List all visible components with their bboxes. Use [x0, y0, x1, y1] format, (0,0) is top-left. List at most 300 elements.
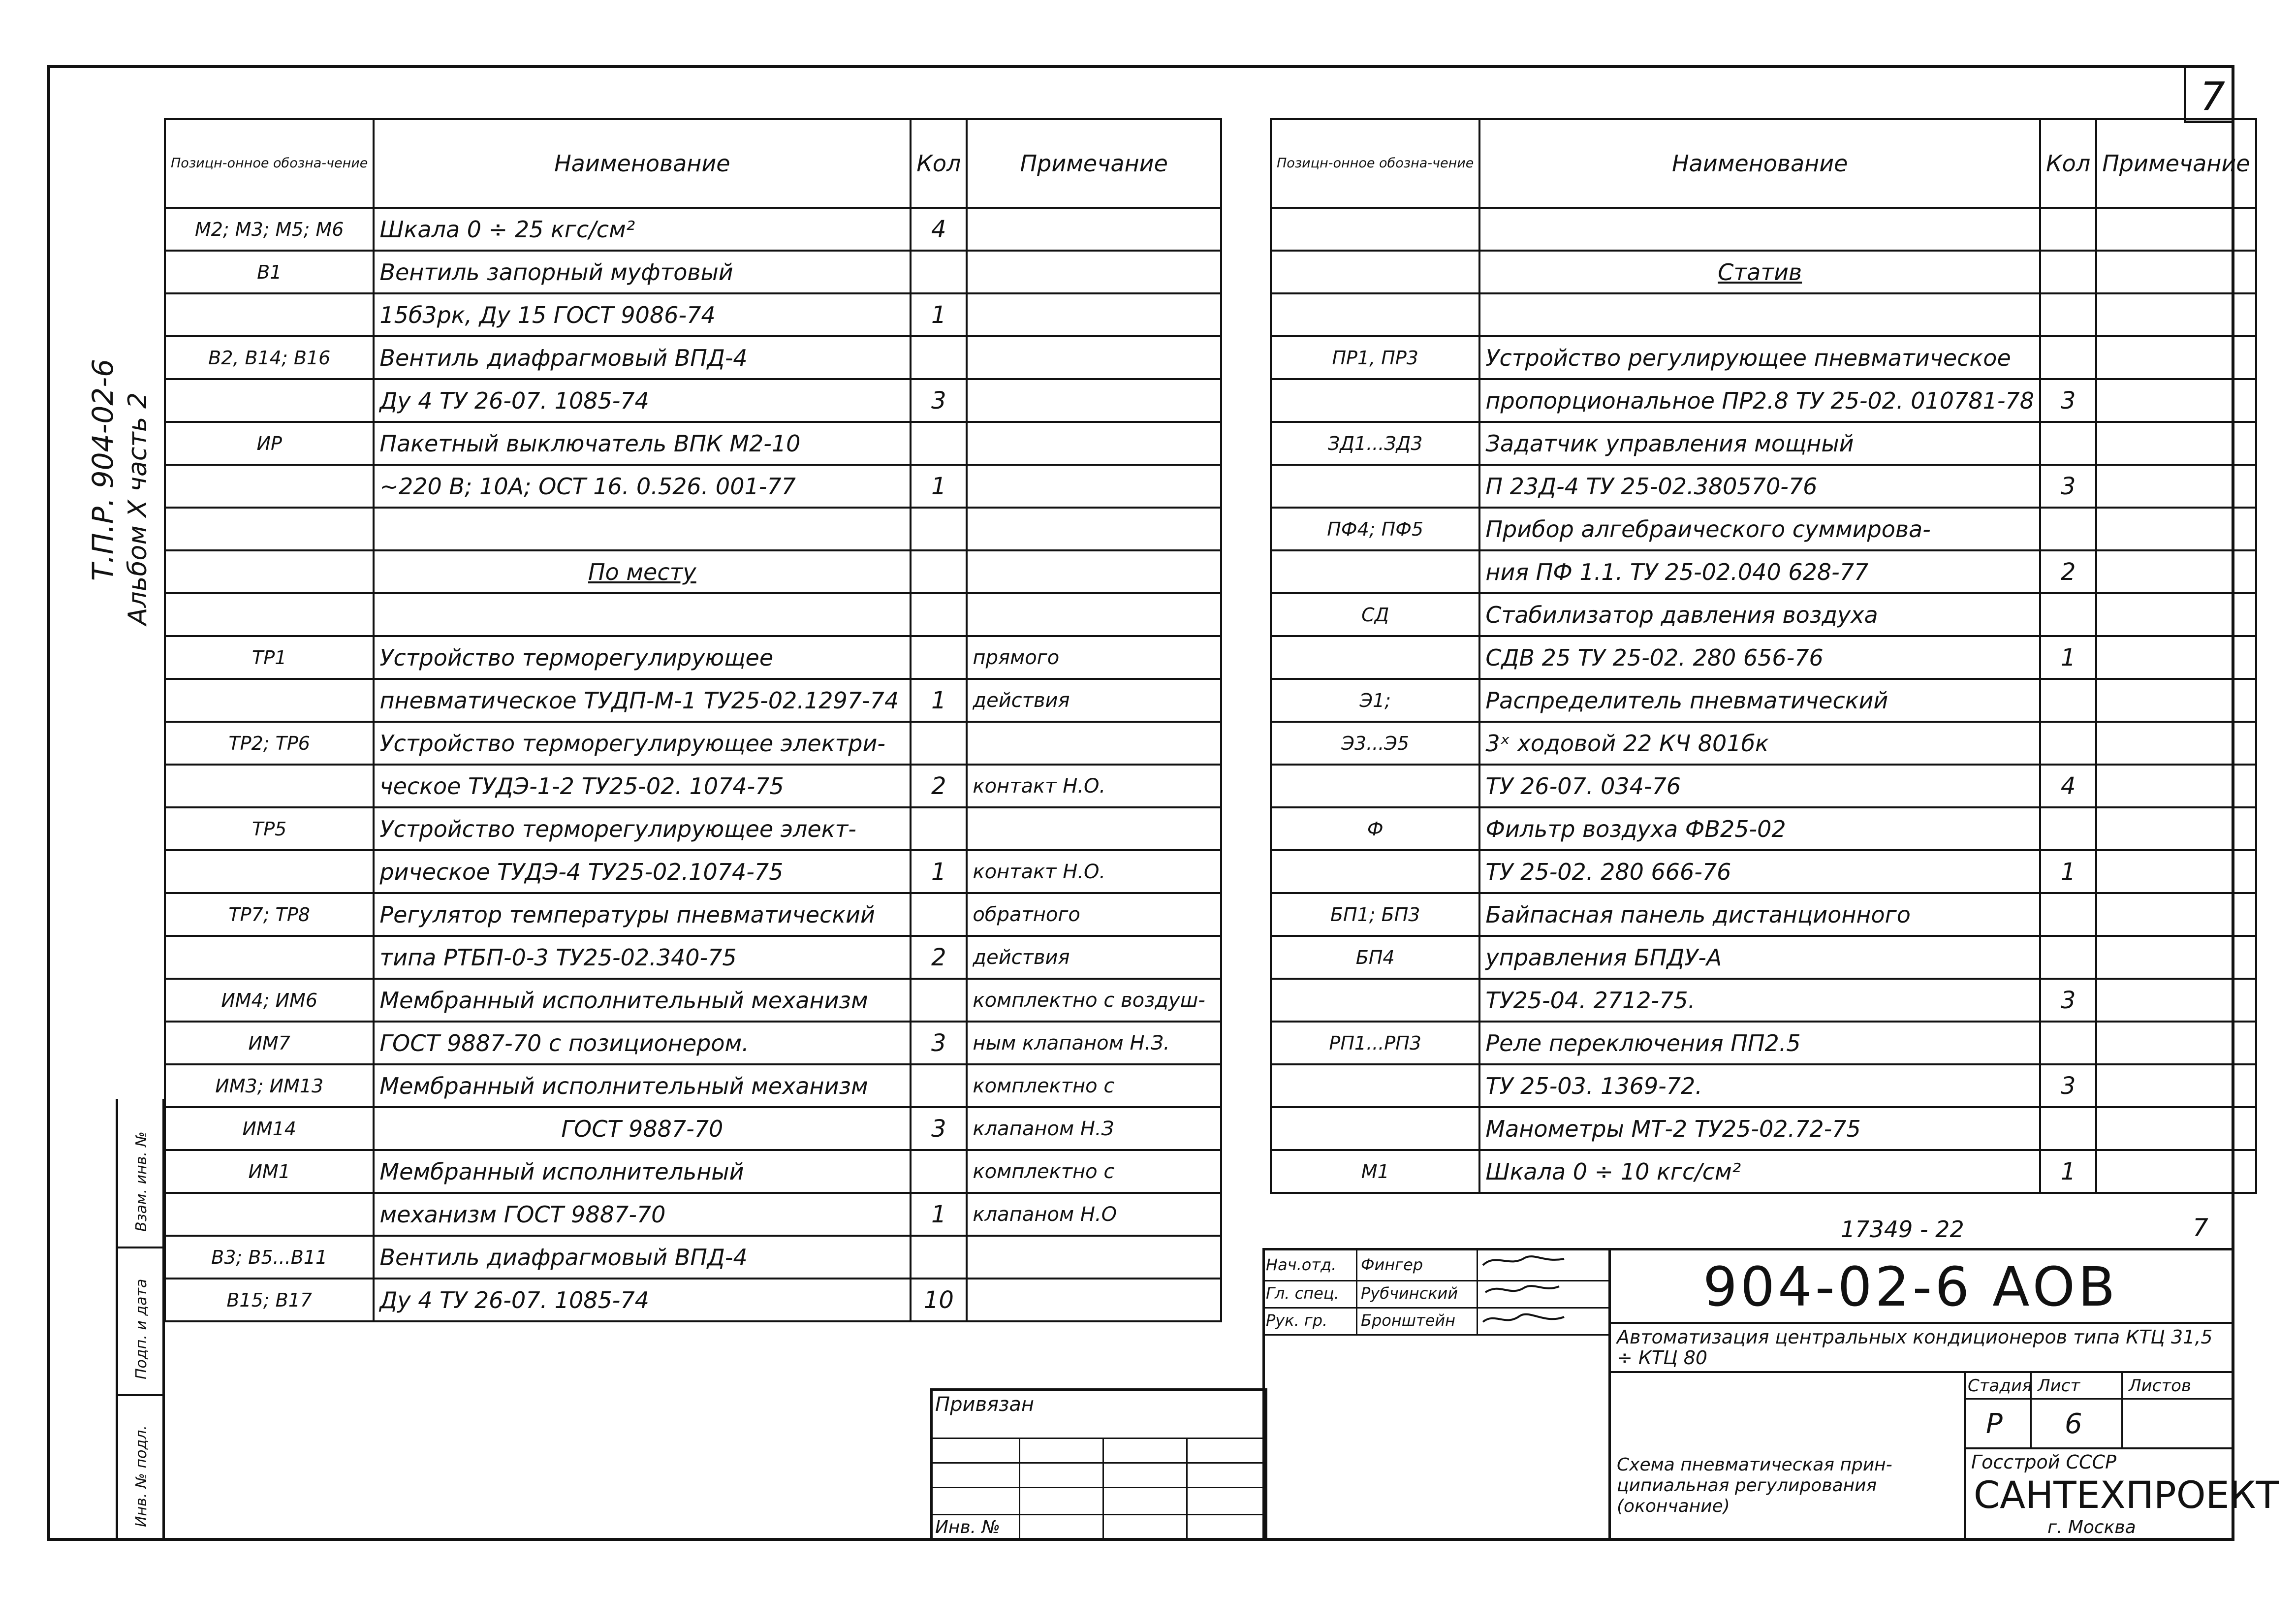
row-name: 3ˣ ходовой 22 КЧ 801бк: [1479, 722, 2040, 765]
row-qty: [911, 550, 967, 593]
row-name: Вентиль запорный муфтовый: [374, 251, 911, 293]
table-row: [165, 636, 1221, 679]
sheet-value: 6: [2065, 1408, 2082, 1440]
header-position: Позицн-онное обозна-чение: [165, 119, 374, 208]
binding-row: [930, 1514, 1267, 1515]
row-position: [165, 765, 374, 807]
binding-row: [930, 1487, 1267, 1488]
row-note: комплектно с: [967, 1064, 1221, 1107]
strip-label-replace: Взам. инв. №: [133, 1131, 150, 1232]
row-note: клапаном Н.О: [967, 1193, 1221, 1236]
table-row: [1271, 465, 2256, 508]
row-position: ПР1, ПР3: [1271, 336, 1479, 379]
row-position: РП1...РП3: [1271, 1022, 1479, 1064]
table-row: [165, 208, 1221, 251]
row-qty: [2040, 893, 2096, 936]
sig-col-line: [1356, 1248, 1357, 1334]
table-row: [1271, 379, 2256, 422]
row-position: БП1; БП3: [1271, 893, 1479, 936]
row-qty: 1: [911, 850, 967, 893]
handwritten-signatures: [1480, 1253, 1569, 1332]
row-name: ТУ 25-02. 280 666-76: [1479, 850, 2040, 893]
table-row: [1271, 1150, 2256, 1193]
row-qty: 1: [911, 293, 967, 336]
row-position: В15; В17: [165, 1279, 374, 1321]
table-row: [165, 1107, 1221, 1150]
row-note: [2096, 765, 2256, 807]
row-qty: 1: [2040, 850, 2096, 893]
row-position: [165, 850, 374, 893]
row-qty: [2040, 679, 2096, 722]
row-name: Манометры МТ-2 ТУ25-02.72-75: [1479, 1107, 2040, 1150]
album-part: Альбом X часть 2: [123, 392, 153, 625]
row-note: [2096, 1150, 2256, 1193]
row-position: В3; В5...В11: [165, 1236, 374, 1279]
binding-col: [1019, 1438, 1020, 1541]
row-position: Ф: [1271, 807, 1479, 850]
row-qty: 3: [911, 379, 967, 422]
row-note: [2096, 1022, 2256, 1064]
project-title: Автоматизация центральных кондиционеров типа КТЦ 31,5 ÷ КТЦ 80: [1617, 1326, 2213, 1369]
row-qty: [911, 979, 967, 1022]
role-2: Гл. спец.: [1266, 1284, 1339, 1303]
row-position: В2, В14; В16: [165, 336, 374, 379]
row-name: [1479, 208, 2040, 251]
row-position: ЗД1...ЗД3: [1271, 422, 1479, 465]
row-note: [967, 722, 1221, 765]
row-qty: 3: [2040, 379, 2096, 422]
row-qty: [2040, 807, 2096, 850]
row-note: [967, 422, 1221, 465]
table-row: [165, 422, 1221, 465]
row-qty: [2040, 293, 2096, 336]
row-note: [2096, 636, 2256, 679]
row-name: Устройство терморегулирующее элект-: [374, 807, 911, 850]
row-note: [2096, 422, 2256, 465]
table-row: [165, 550, 1221, 593]
row-qty: [911, 251, 967, 293]
row-name: Вентиль диафрагмовый ВПД-4: [374, 336, 911, 379]
row-note: действия: [967, 936, 1221, 979]
table-row: [1271, 550, 2256, 593]
row-position: ТР7; ТР8: [165, 893, 374, 936]
row-position: ТР2; ТР6: [165, 722, 374, 765]
row-qty: [911, 636, 967, 679]
row-position: [1271, 850, 1479, 893]
row-note: [2096, 807, 2256, 850]
row-name: Шкала 0 ÷ 25 кгс/см²: [374, 208, 911, 251]
row-position: [1271, 1064, 1479, 1107]
binding-label: Привязан: [935, 1393, 1035, 1416]
header-qty: Кол: [911, 119, 967, 208]
row-qty: [911, 422, 967, 465]
table-row: [1271, 1107, 2256, 1150]
row-name: ТУ 25-03. 1369-72.: [1479, 1064, 2040, 1107]
strip-label-inv: Инв. № подл.: [133, 1425, 150, 1527]
org-city: г. Москва: [2047, 1517, 2136, 1537]
row-note: [967, 550, 1221, 593]
table-row: [165, 593, 1221, 636]
row-name: [374, 508, 911, 550]
row-name: Устройство терморегулирующее: [374, 636, 911, 679]
row-qty: [911, 1236, 967, 1279]
row-name: Устройство терморегулирующее электри-: [374, 722, 911, 765]
doc-reference: 17349 - 22: [1841, 1216, 1964, 1243]
row-qty: 3: [2040, 979, 2096, 1022]
row-position: ИМ3; ИМ13: [165, 1064, 374, 1107]
row-note: [967, 1279, 1221, 1321]
row-qty: [2040, 593, 2096, 636]
stage-divider: [1964, 1371, 1966, 1541]
table-row: [165, 293, 1221, 336]
name-2: Рубчинский: [1361, 1284, 1458, 1303]
table-row: [165, 379, 1221, 422]
row-position: Э1;: [1271, 679, 1479, 722]
row-position: [165, 936, 374, 979]
table-row: [1271, 208, 2256, 251]
row-qty: [911, 336, 967, 379]
row-position: СД: [1271, 593, 1479, 636]
row-note: [2096, 679, 2256, 722]
row-note: [2096, 251, 2256, 293]
table-row: [1271, 593, 2256, 636]
row-qty: 2: [2040, 550, 2096, 593]
row-qty: 1: [911, 465, 967, 508]
binding-row: [930, 1462, 1267, 1464]
row-note: [967, 293, 1221, 336]
row-qty: 1: [2040, 636, 2096, 679]
row-qty: 4: [2040, 765, 2096, 807]
table-row: [1271, 1064, 2256, 1107]
row-position: [1271, 465, 1479, 508]
row-note: контакт Н.О.: [967, 850, 1221, 893]
row-name: рическое ТУДЭ-4 ТУ25-02.1074-75: [374, 850, 911, 893]
row-name: ~220 В; 10А; ОСТ 16. 0.526. 001-77: [374, 465, 911, 508]
row-position: ИР: [165, 422, 374, 465]
row-note: [2096, 850, 2256, 893]
row-name: Реле переключения ПП2.5: [1479, 1022, 2040, 1064]
row-position: [1271, 765, 1479, 807]
row-qty: [911, 593, 967, 636]
table-row: [165, 1193, 1221, 1236]
header-name: Наименование: [374, 119, 911, 208]
row-note: [967, 1236, 1221, 1279]
header-note: Примечание: [967, 119, 1221, 208]
row-name: Мембранный исполнительный механизм: [374, 1064, 911, 1107]
row-name: 15б3рк, Ду 15 ГОСТ 9086-74: [374, 293, 911, 336]
name-1: Фингер: [1361, 1255, 1423, 1274]
row-note: [967, 379, 1221, 422]
table-row: [1271, 936, 2256, 979]
row-name: Регулятор температуры пневматический: [374, 893, 911, 936]
row-note: [2096, 1064, 2256, 1107]
stage-col: [2121, 1371, 2123, 1447]
row-note: прямого: [967, 636, 1221, 679]
row-position: [165, 379, 374, 422]
row-note: [967, 593, 1221, 636]
row-name: [1479, 293, 2040, 336]
row-name: Прибор алгебраического суммирова-: [1479, 508, 2040, 550]
row-name: СДВ 25 ТУ 25-02. 280 656-76: [1479, 636, 2040, 679]
right-spec-table: [1270, 118, 2257, 1194]
header-position: Позицн-онное обозна-чение: [1271, 119, 1479, 208]
stage-label: Стадия: [1968, 1376, 2032, 1396]
table-row: [165, 979, 1221, 1022]
row-note: [2096, 593, 2256, 636]
table-row: [165, 1236, 1221, 1279]
row-qty: [2040, 251, 2096, 293]
row-qty: [2040, 208, 2096, 251]
row-name: ТУ25-04. 2712-75.: [1479, 979, 2040, 1022]
binding-col: [1186, 1438, 1188, 1541]
row-position: ИМ7: [165, 1022, 374, 1064]
table-row: [1271, 251, 2256, 293]
row-position: [165, 508, 374, 550]
row-position: [165, 465, 374, 508]
row-position: [1271, 979, 1479, 1022]
row-position: [165, 593, 374, 636]
row-note: [2096, 550, 2256, 593]
row-note: [2096, 465, 2256, 508]
sheet-label: Лист: [2038, 1376, 2080, 1396]
stage-value: Р: [1986, 1408, 2003, 1440]
row-note: комплектно с воздуш-: [967, 979, 1221, 1022]
stamp-strip: [116, 1099, 165, 1541]
table-row: [165, 251, 1221, 293]
row-note: обратного: [967, 893, 1221, 936]
row-qty: [2040, 1107, 2096, 1150]
table-row: [1271, 679, 2256, 722]
table-row: [165, 722, 1221, 765]
title-divider: [1608, 1248, 1611, 1541]
binding-row: [930, 1438, 1267, 1439]
row-position: [1271, 379, 1479, 422]
row-qty: [911, 1150, 967, 1193]
header-note: Примечание: [2096, 119, 2256, 208]
album-title: Т.П.Р. 904-02-6: [86, 358, 120, 581]
table-row: [1271, 807, 2256, 850]
row-note: [2096, 293, 2256, 336]
table-row: [165, 679, 1221, 722]
table-row: [165, 807, 1221, 850]
row-name: Мембранный исполнительный: [374, 1150, 911, 1193]
table-row: [1271, 1022, 2256, 1064]
org-ministry: Госстрой СССР: [1971, 1451, 2117, 1473]
row-qty: [2040, 508, 2096, 550]
row-name: Ду 4 ТУ 26-07. 1085-74: [374, 1279, 911, 1321]
row-name: Стабилизатор давления воздуха: [1479, 593, 2040, 636]
row-name: ческое ТУДЭ-1-2 ТУ25-02. 1074-75: [374, 765, 911, 807]
row-position: БП4: [1271, 936, 1479, 979]
row-name: ния ПФ 1.1. ТУ 25-02.040 628-77: [1479, 550, 2040, 593]
table-row: [1271, 336, 2256, 379]
table-row: [165, 1279, 1221, 1321]
row-note: [967, 508, 1221, 550]
table-row: [1271, 508, 2256, 550]
row-note: [2096, 508, 2256, 550]
row-name: Байпасная панель дистанционного: [1479, 893, 2040, 936]
table-row: [1271, 636, 2256, 679]
row-name: Распределитель пневматический: [1479, 679, 2040, 722]
row-qty: [911, 807, 967, 850]
row-name: Задатчик управления мощный: [1479, 422, 2040, 465]
row-position: [1271, 1107, 1479, 1150]
row-qty: [2040, 422, 2096, 465]
table-row: [1271, 850, 2256, 893]
row-name: Статив: [1479, 251, 2040, 293]
row-position: [1271, 251, 1479, 293]
row-qty: 1: [2040, 1150, 2096, 1193]
row-qty: [2040, 336, 2096, 379]
row-note: контакт Н.О.: [967, 765, 1221, 807]
title-line: [1608, 1322, 2234, 1324]
table-row: [1271, 765, 2256, 807]
table-row: [165, 893, 1221, 936]
inv-label: Инв. №: [935, 1517, 1001, 1537]
row-position: [165, 1193, 374, 1236]
row-name: управления БПДУ-А: [1479, 936, 2040, 979]
table-row: [1271, 979, 2256, 1022]
row-name: пневматическое ТУДП-М-1 ТУ25-02.1297-74: [374, 679, 911, 722]
role-1: Нач.отд.: [1266, 1255, 1337, 1274]
row-name: механизм ГОСТ 9887-70: [374, 1193, 911, 1236]
row-position: [1271, 208, 1479, 251]
row-name: пропорциональное ПР2.8 ТУ 25-02. 010781-78: [1479, 379, 2040, 422]
page-number: 7: [2200, 74, 2225, 120]
role-3: Рук. гр.: [1266, 1311, 1328, 1330]
row-name: Мембранный исполнительный механизм: [374, 979, 911, 1022]
row-name: П 23Д-4 ТУ 25-02.380570-76: [1479, 465, 2040, 508]
row-note: [2096, 208, 2256, 251]
row-note: [967, 208, 1221, 251]
row-name: ГОСТ 9887-70: [374, 1107, 911, 1150]
row-position: ИМ4; ИМ6: [165, 979, 374, 1022]
row-name: типа РТБП-0-3 ТУ25-02.340-75: [374, 936, 911, 979]
table-row: [165, 1064, 1221, 1107]
row-position: ТР5: [165, 807, 374, 850]
row-qty: [911, 893, 967, 936]
strip-divider: [118, 1247, 162, 1248]
row-note: ным клапаном Н.З.: [967, 1022, 1221, 1064]
document-code: 904-02-6 АОВ: [1703, 1255, 2118, 1318]
row-note: [967, 465, 1221, 508]
sheet-corner-number: 7: [2193, 1214, 2208, 1242]
sig-row-line: [1262, 1334, 1608, 1336]
row-position: [1271, 293, 1479, 336]
row-note: [967, 251, 1221, 293]
row-qty: 3: [2040, 1064, 2096, 1107]
table-row: [165, 1150, 1221, 1193]
row-name: Шкала 0 ÷ 10 кгс/см²: [1479, 1150, 2040, 1193]
header-qty: Кол: [2040, 119, 2096, 208]
table-row: [165, 936, 1221, 979]
table-row: [165, 850, 1221, 893]
row-qty: 4: [911, 208, 967, 251]
row-qty: 3: [2040, 465, 2096, 508]
table-row: [165, 336, 1221, 379]
row-position: [165, 550, 374, 593]
row-qty: 10: [911, 1279, 967, 1321]
row-qty: [911, 722, 967, 765]
row-qty: [911, 508, 967, 550]
row-position: М1: [1271, 1150, 1479, 1193]
table-row: [1271, 293, 2256, 336]
row-note: действия: [967, 679, 1221, 722]
row-position: ИМ14: [165, 1107, 374, 1150]
table-row: [165, 765, 1221, 807]
row-note: [2096, 1107, 2256, 1150]
title-line: [1608, 1371, 2234, 1373]
row-note: [2096, 979, 2256, 1022]
stage-row: [1964, 1398, 2234, 1400]
strip-divider: [118, 1394, 162, 1396]
row-position: М2; М3; М5; М6: [165, 208, 374, 251]
table-row: [1271, 422, 2256, 465]
name-3: Бронштейн: [1361, 1311, 1456, 1330]
table-row: [165, 508, 1221, 550]
row-position: [165, 293, 374, 336]
row-qty: 3: [911, 1107, 967, 1150]
sheets-label: Листов: [2129, 1376, 2192, 1396]
row-name: Пакетный выключатель ВПК М2-10: [374, 422, 911, 465]
sig-col-line: [1477, 1248, 1478, 1334]
sheet-title: Схема пневматическая прин-ципиальная регулирования (окончание): [1617, 1455, 1892, 1516]
row-qty: [2040, 1022, 2096, 1064]
row-position: Э3...Э5: [1271, 722, 1479, 765]
table-row: [1271, 893, 2256, 936]
row-position: [1271, 636, 1479, 679]
row-position: В1: [165, 251, 374, 293]
row-qty: [2040, 936, 2096, 979]
row-position: ПФ4; ПФ5: [1271, 508, 1479, 550]
row-note: [2096, 722, 2256, 765]
row-name: По месту: [374, 550, 911, 593]
row-qty: 2: [911, 765, 967, 807]
binding-col: [1102, 1438, 1104, 1541]
row-note: [2096, 379, 2256, 422]
row-name: [374, 593, 911, 636]
row-qty: 3: [911, 1022, 967, 1064]
stage-row: [1964, 1447, 2234, 1449]
row-note: [2096, 336, 2256, 379]
row-name: ГОСТ 9887-70 с позиционером.: [374, 1022, 911, 1064]
row-note: [2096, 936, 2256, 979]
row-name: Устройство регулирующее пневматическое: [1479, 336, 2040, 379]
table-row: [165, 1022, 1221, 1064]
row-qty: [2040, 722, 2096, 765]
row-qty: 1: [911, 1193, 967, 1236]
row-note: [967, 336, 1221, 379]
row-position: ИМ1: [165, 1150, 374, 1193]
row-note: комплектно с: [967, 1150, 1221, 1193]
row-name: ТУ 26-07. 034-76: [1479, 765, 2040, 807]
row-name: Вентиль диафрагмовый ВПД-4: [374, 1236, 911, 1279]
row-qty: 1: [911, 679, 967, 722]
left-spec-table: [164, 118, 1222, 1322]
table-row: [1271, 722, 2256, 765]
row-name: Фильтр воздуха ФВ25-02: [1479, 807, 2040, 850]
header-name: Наименование: [1479, 119, 2040, 208]
strip-label-sign-date: Подп. и дата: [133, 1279, 150, 1379]
row-position: [1271, 550, 1479, 593]
row-qty: [911, 1064, 967, 1107]
row-name: Ду 4 ТУ 26-07. 1085-74: [374, 379, 911, 422]
row-note: клапаном Н.З: [967, 1107, 1221, 1150]
row-note: [967, 807, 1221, 850]
row-position: ТР1: [165, 636, 374, 679]
org-name: САНТЕХПРОЕКТ: [1974, 1473, 2279, 1517]
row-qty: 2: [911, 936, 967, 979]
